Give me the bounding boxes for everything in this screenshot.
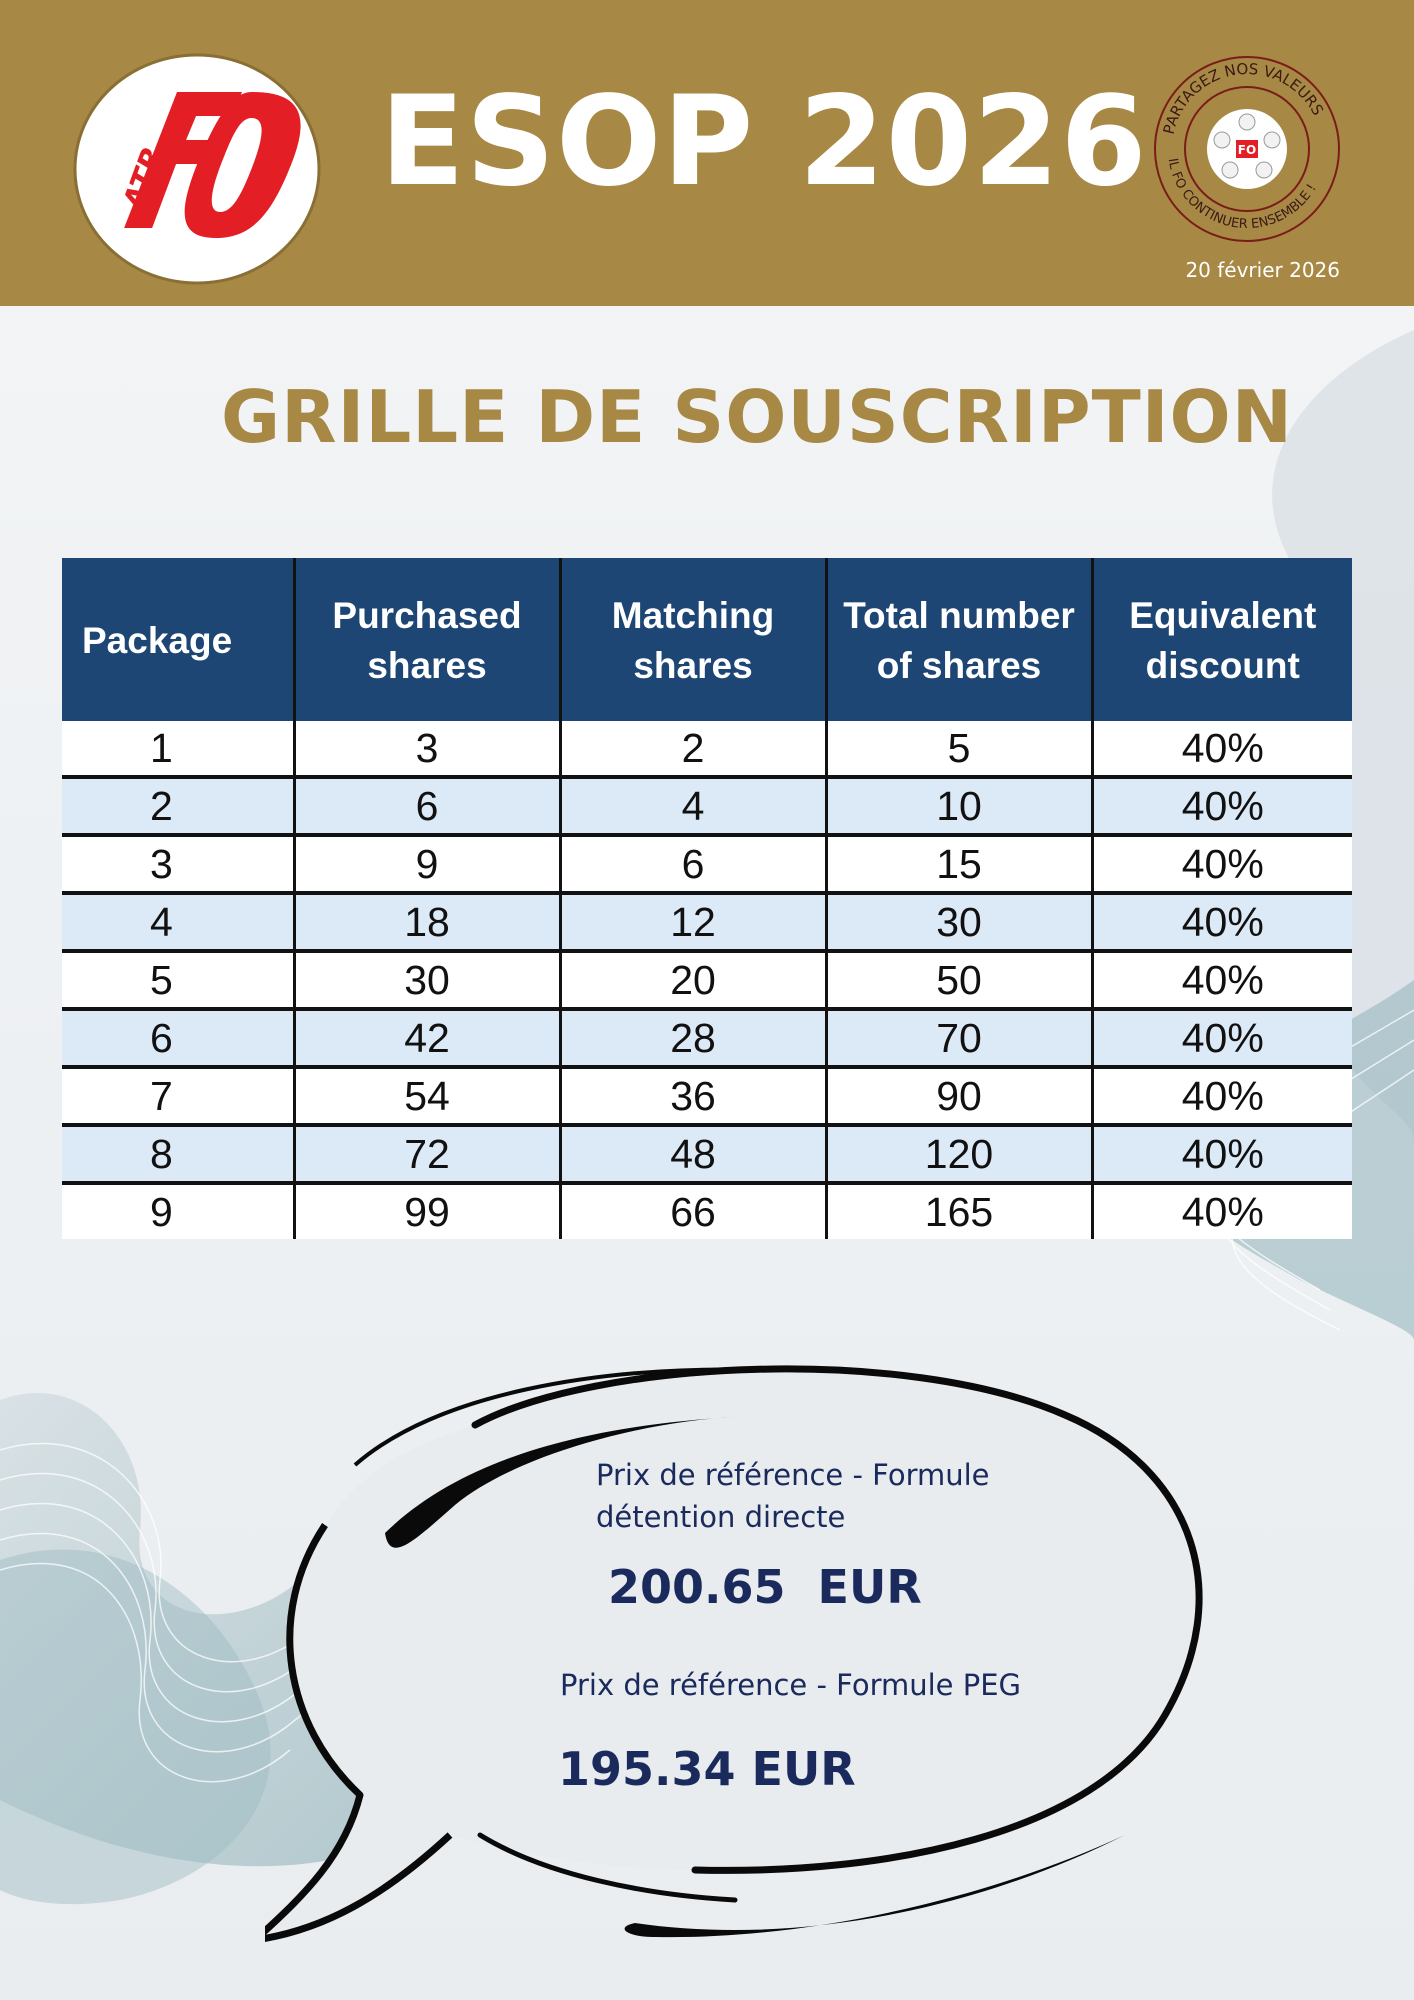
table-row <box>62 1067 1352 1125</box>
table-cell: 9 <box>62 1183 294 1239</box>
table-cell: 8 <box>62 1125 294 1183</box>
peg-price-label: Prix de référence - Formule PEG <box>560 1668 1022 1702</box>
table-cell: 5 <box>62 951 294 1009</box>
table-cell: 5 <box>826 721 1092 777</box>
column-header: Total number of shares <box>826 560 1092 722</box>
table-cell: 99 <box>294 1183 560 1239</box>
table-cell: 9 <box>294 835 560 893</box>
table-row <box>62 1183 1352 1239</box>
table-cell: 10 <box>826 777 1092 835</box>
table-cell: 2 <box>62 777 294 835</box>
svg-text:FO: FO <box>1237 143 1257 157</box>
table-cell: 6 <box>294 777 560 835</box>
table-cell: 40% <box>1092 1009 1352 1067</box>
table-cell: 40% <box>1092 1183 1352 1239</box>
table-cell: 40% <box>1092 951 1352 1009</box>
table-cell: 3 <box>294 721 560 777</box>
table-header-row <box>62 560 1352 722</box>
table-cell: 40% <box>1092 835 1352 893</box>
page-title: GRILLE DE SOUSCRIPTION <box>221 375 1293 459</box>
fo-logo <box>72 52 322 286</box>
table-cell: 15 <box>826 835 1092 893</box>
table-row <box>62 1125 1352 1183</box>
subscription-table <box>62 558 1352 1239</box>
table-cell: 70 <box>826 1009 1092 1067</box>
table-cell: 30 <box>294 951 560 1009</box>
table-cell: 90 <box>826 1067 1092 1125</box>
table-row <box>62 893 1352 951</box>
union-values-seal <box>1150 52 1344 246</box>
column-header: Package <box>62 560 294 722</box>
table-cell: 18 <box>294 893 560 951</box>
table-cell: 20 <box>560 951 826 1009</box>
document-title: ESOP 2026 <box>380 70 1148 214</box>
table-cell: 40% <box>1092 721 1352 777</box>
direct-holding-price-label: Prix de référence - Formule détention directe <box>596 1458 990 1534</box>
table-cell: 4 <box>560 777 826 835</box>
table-cell: 12 <box>560 893 826 951</box>
table-cell: 40% <box>1092 1067 1352 1125</box>
svg-text:IL FO CONTINUER ENSEMBLE !: IL FO CONTINUER ENSEMBLE ! <box>1164 157 1320 233</box>
table-row <box>62 777 1352 835</box>
column-header: Matching shares <box>560 560 826 722</box>
table-cell: 48 <box>560 1125 826 1183</box>
table-cell: 165 <box>826 1183 1092 1239</box>
table-cell: 40% <box>1092 893 1352 951</box>
table-cell: 36 <box>560 1067 826 1125</box>
table-cell: 40% <box>1092 777 1352 835</box>
table-cell: 40% <box>1092 1125 1352 1183</box>
table-cell: 6 <box>62 1009 294 1067</box>
table-cell: 72 <box>294 1125 560 1183</box>
table-row <box>62 951 1352 1009</box>
table-cell: 2 <box>560 721 826 777</box>
table-cell: 120 <box>826 1125 1092 1183</box>
direct-holding-price-value: 200.65 EUR <box>608 1560 922 1614</box>
column-header: Purchased shares <box>294 560 560 722</box>
header-band <box>0 0 1414 306</box>
svg-text:ATR: ATR <box>116 142 172 215</box>
table-cell: 66 <box>560 1183 826 1239</box>
peg-price-value: 195.34 EUR <box>558 1742 856 1796</box>
svg-text:PARTAGEZ NOS VALEURS: PARTAGEZ NOS VALEURS <box>1159 59 1327 136</box>
table-cell: 54 <box>294 1067 560 1125</box>
publication-date: 20 février 2026 <box>1185 258 1340 282</box>
table-cell: 3 <box>62 835 294 893</box>
table-cell: 7 <box>62 1067 294 1125</box>
table-row <box>62 1009 1352 1067</box>
table-cell: 4 <box>62 893 294 951</box>
table-cell: 1 <box>62 721 294 777</box>
table-cell: 28 <box>560 1009 826 1067</box>
table-row <box>62 721 1352 777</box>
table-cell: 42 <box>294 1009 560 1067</box>
table-cell: 30 <box>826 893 1092 951</box>
table-cell: 6 <box>560 835 826 893</box>
column-header: Equivalent discount <box>1092 560 1352 722</box>
table-row <box>62 835 1352 893</box>
table-cell: 50 <box>826 951 1092 1009</box>
